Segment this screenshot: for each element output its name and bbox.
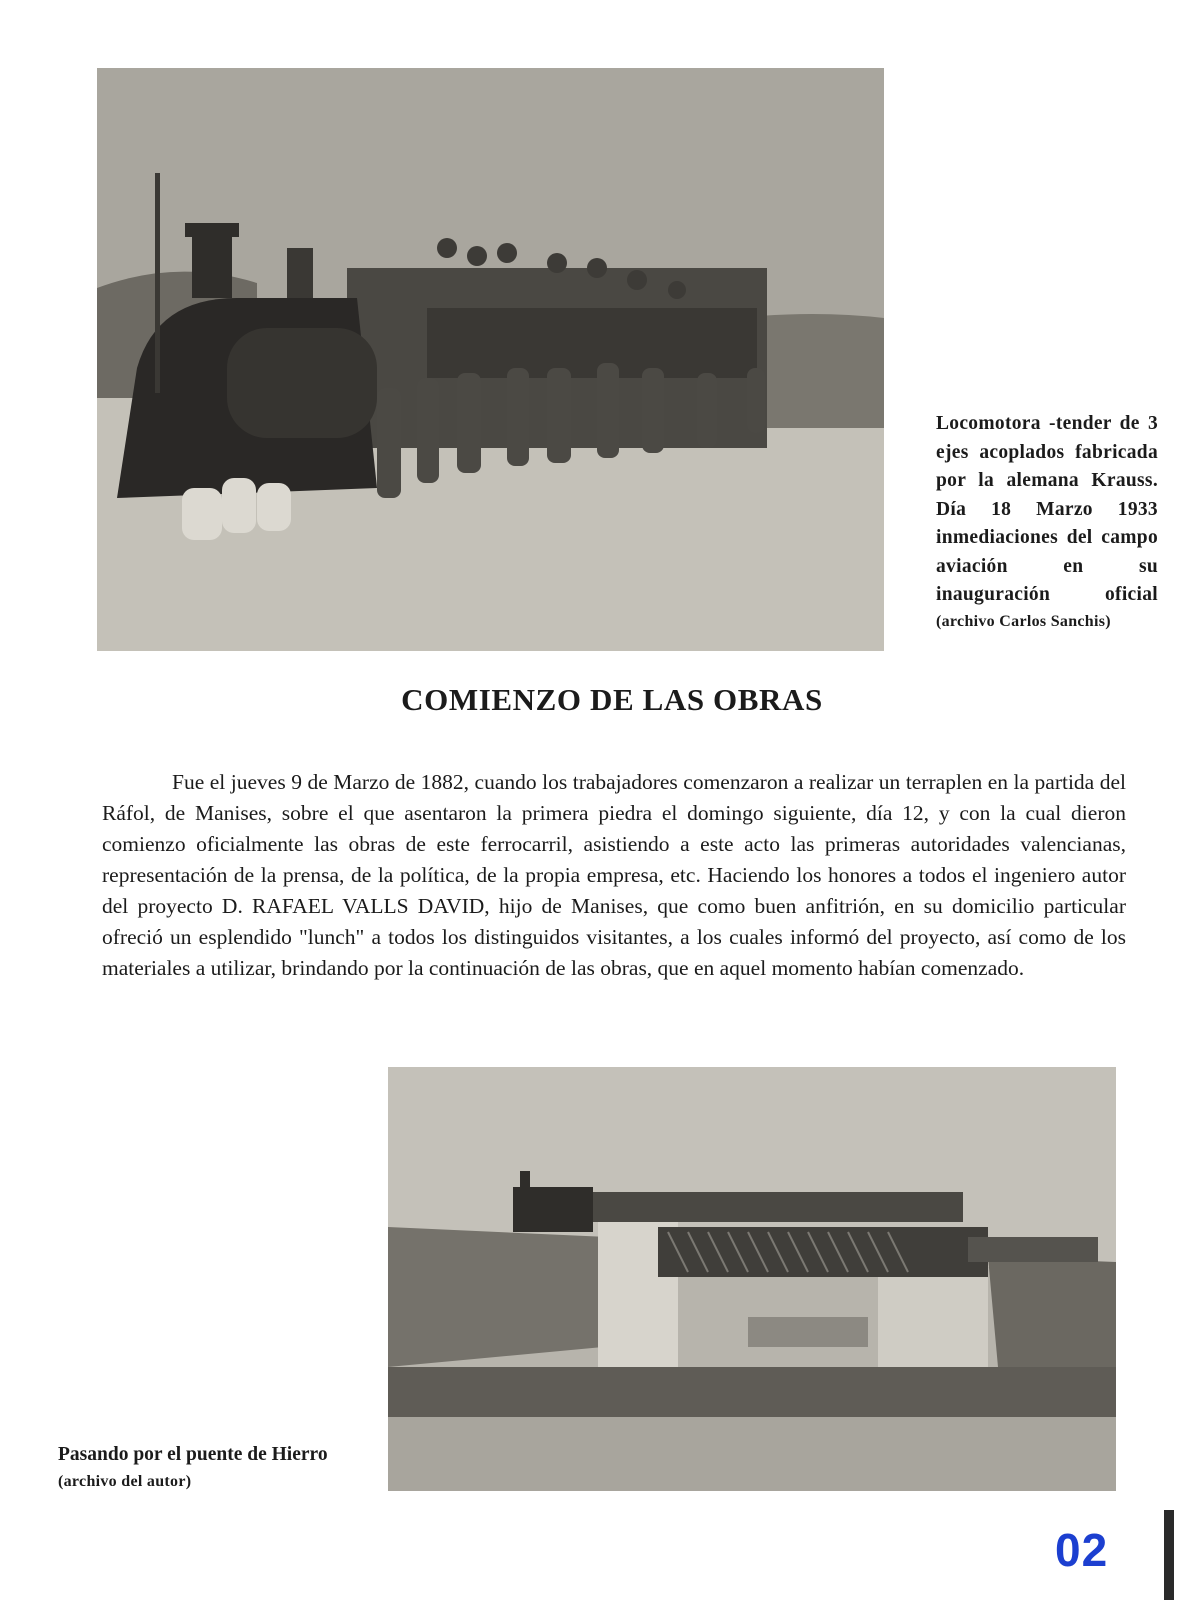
page-number: 02 bbox=[1055, 1524, 1109, 1576]
bridge-caption-source: (archivo del autor) bbox=[58, 1473, 192, 1490]
locomotive-photo bbox=[97, 68, 884, 651]
locomotive-caption-text: Locomotora -tender de 3 ejes acoplados fabricada por la alemana Krauss. Día 18 Marzo 1933 inmediaciones del campo aviación en su inauguración oficial bbox=[936, 413, 1158, 605]
bridge-photo-illustration bbox=[388, 1067, 1116, 1491]
section-title: COMIENZO DE LAS OBRAS bbox=[401, 682, 823, 717]
locomotive-photo-caption bbox=[936, 410, 1158, 634]
page-edge-mark bbox=[1164, 1510, 1174, 1600]
body-paragraph: Fue el jueves 9 de Marzo de 1882, cuando los trabajadores comenzaron a realizar un terraplen en la partida del Ráfol, de Manises, sobre el que asentaron la primera piedra el domingo siguiente, día 12, y con la cual dieron comienzo oficialmente las obras de este ferrocarril, asistiendo a este acto las primeras autoridades valencianas, representación de la prensa, de la política, de la propia empresa, etc. Haciendo los honores a todos el ingeniero autor del proyecto D. RAFAEL VALLS DAVID, hijo de Manises, que como buen anfitrión, en su domicilio particular ofreció un esplendido "lunch" a todos los distinguidos visitantes, a los cuales informó del proyecto, así como de los materiales a utilizar, brindando por la continuación de las obras, que en aquel momento habían comenzado. bbox=[102, 770, 1126, 980]
bridge-photo bbox=[388, 1067, 1116, 1491]
locomotive-photo-illustration bbox=[97, 68, 884, 651]
locomotive-caption-source: (archivo Carlos Sanchis) bbox=[936, 612, 1111, 630]
bridge-caption-text: Pasando por el puente de Hierro bbox=[58, 1444, 328, 1465]
bridge-photo-caption bbox=[58, 1441, 388, 1495]
